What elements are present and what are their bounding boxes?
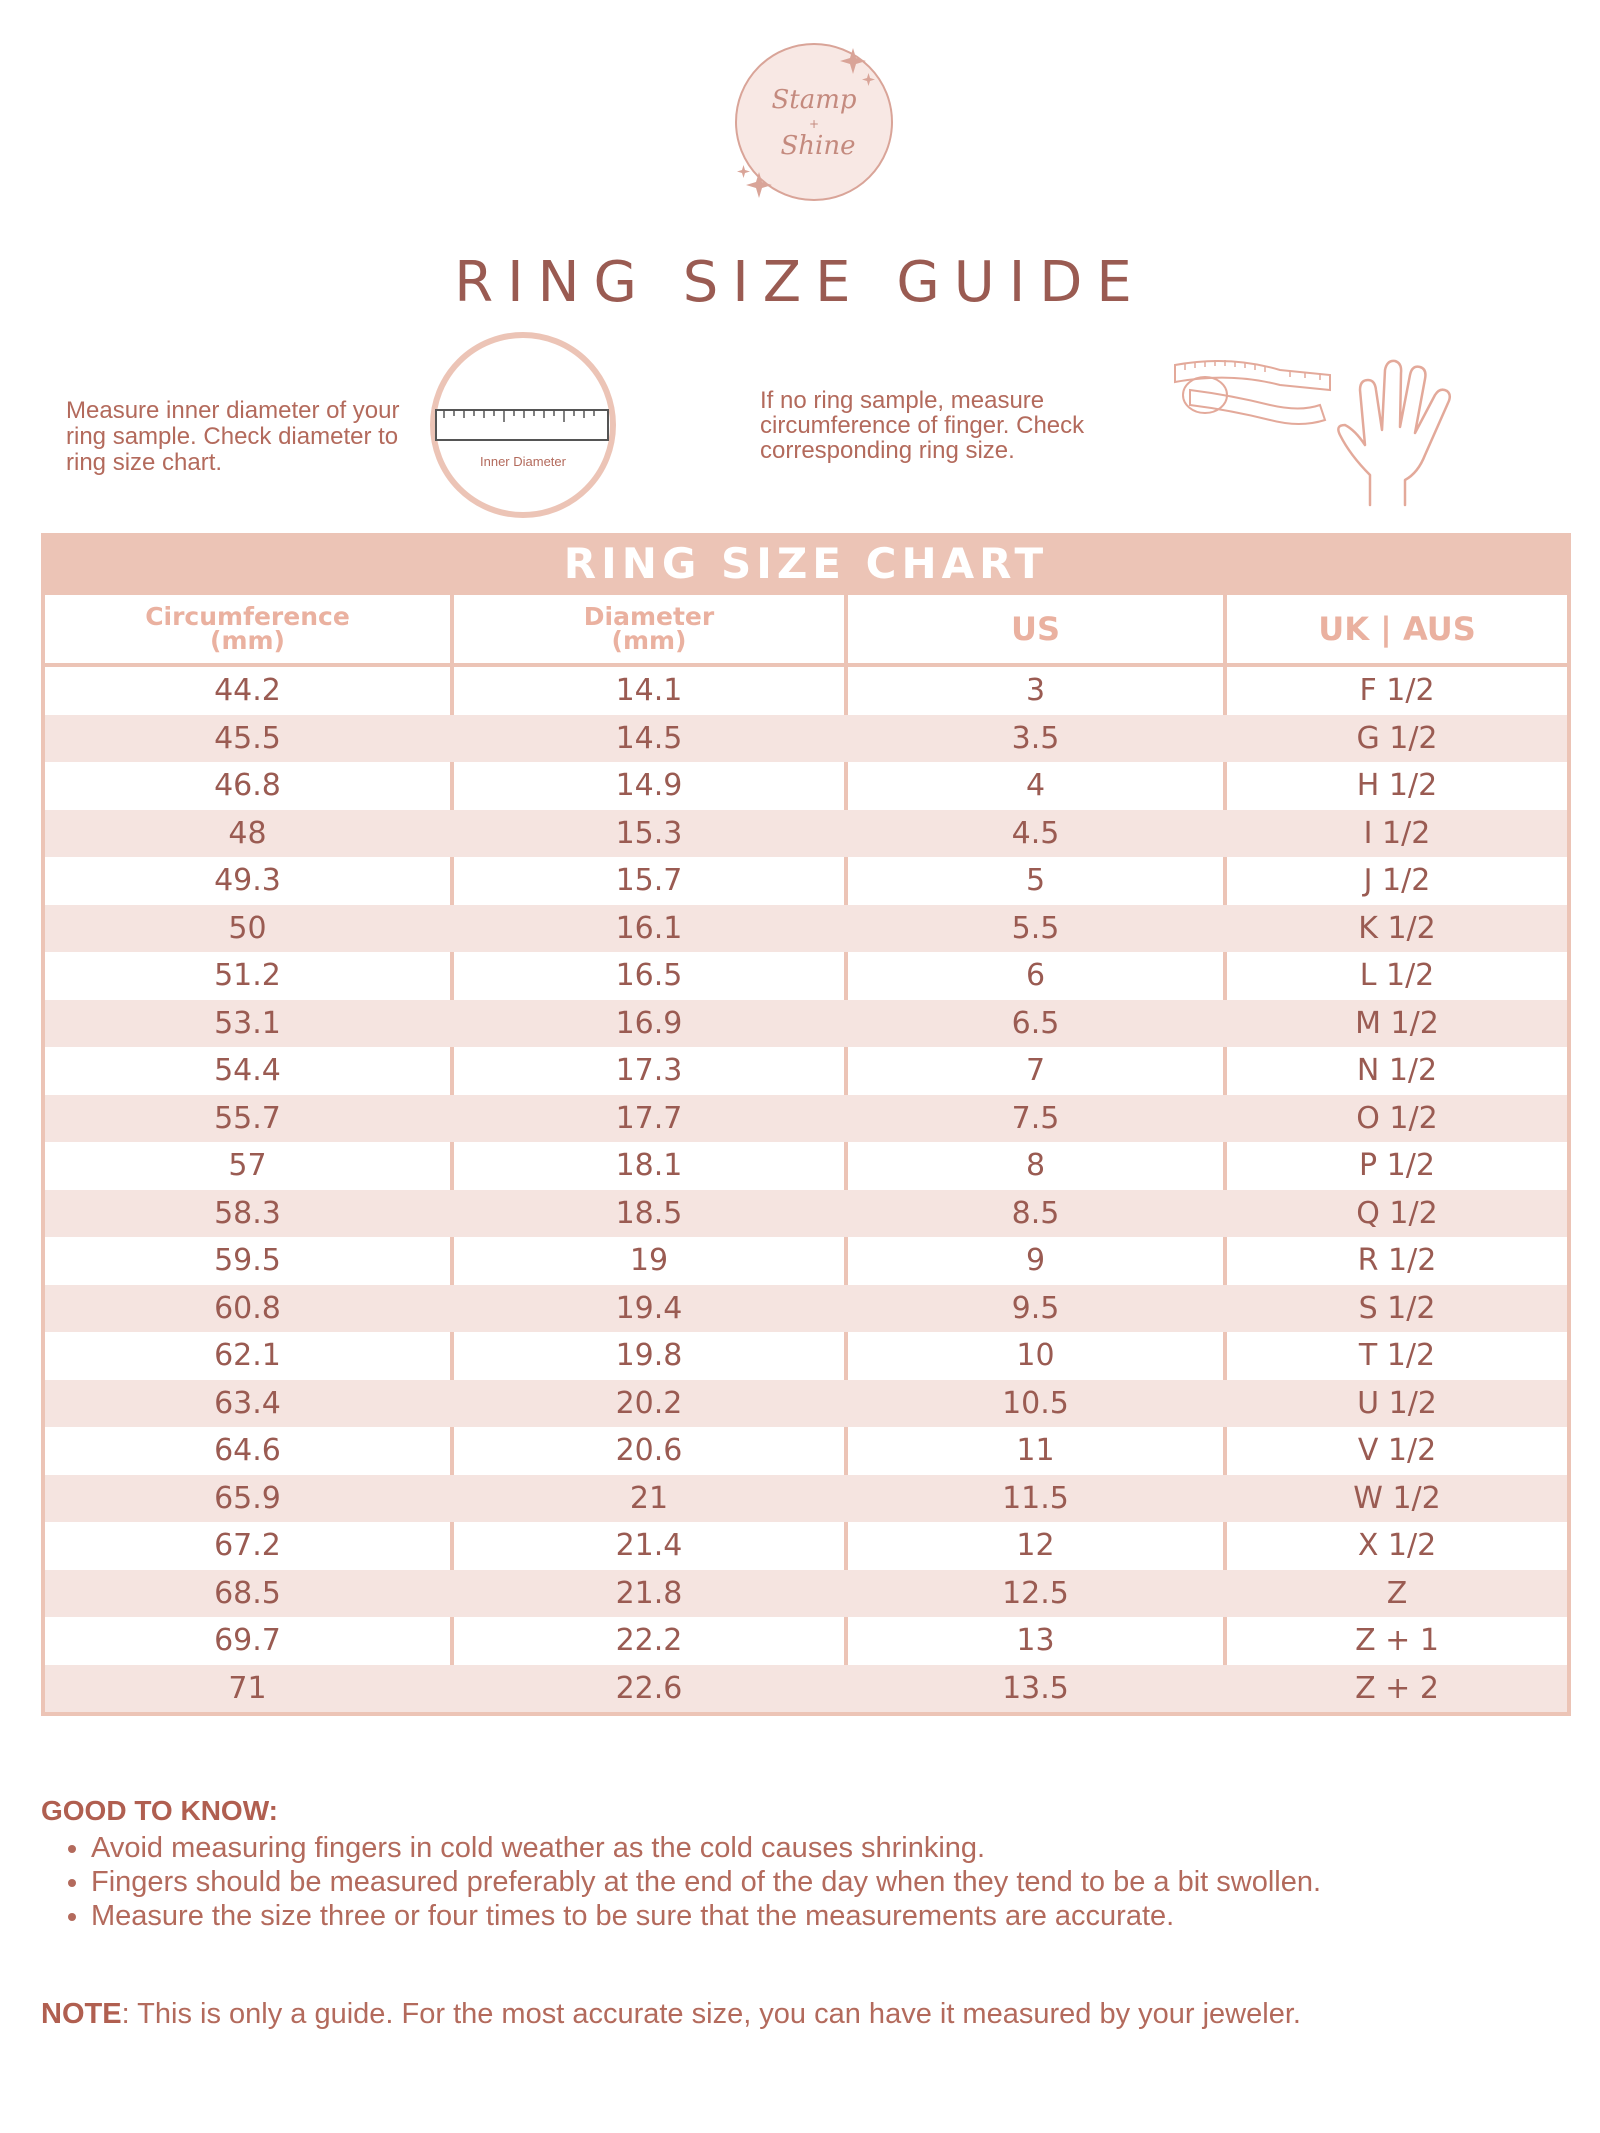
cell-diameter: 17.3 (615, 1053, 683, 1088)
cell-diameter: 15.3 (615, 815, 683, 851)
table-row (45, 1570, 1567, 1618)
cell-circumference: 44.2 (214, 673, 281, 708)
cell-us: 10.5 (1002, 1385, 1069, 1421)
cell-circumference: 67.2 (214, 1528, 281, 1563)
tip-item: Measure the size three or four times to be sure that the measurements are accurate. (60, 1899, 1321, 1933)
cell-circumference: 69.7 (214, 1623, 281, 1658)
cell-circumference: 54.4 (214, 1053, 281, 1088)
cell-us: 7.5 (1011, 1100, 1060, 1136)
cell-uk-aus: H 1/2 (1356, 768, 1438, 803)
header-us: US (1010, 610, 1061, 648)
cell-uk-aus: T 1/2 (1358, 1338, 1436, 1373)
cell-uk-aus: N 1/2 (1356, 1053, 1438, 1088)
cell-diameter: 15.7 (615, 863, 683, 898)
cell-us: 12.5 (1002, 1575, 1069, 1611)
cell-circumference: 65.9 (214, 1480, 281, 1516)
cell-uk-aus: L 1/2 (1359, 958, 1435, 993)
table-rows (45, 667, 1567, 1712)
chart-title: RING SIZE CHART (563, 539, 1049, 588)
cell-diameter: 22.2 (615, 1623, 683, 1658)
table-row (45, 1237, 1567, 1285)
cell-uk-aus: P 1/2 (1359, 1148, 1435, 1183)
cell-us: 3 (1025, 673, 1046, 708)
table-row (45, 1475, 1567, 1523)
table-row (45, 1617, 1567, 1665)
cell-uk-aus: J 1/2 (1363, 863, 1431, 898)
ring-size-chart (41, 533, 1571, 1716)
cell-circumference: 64.6 (214, 1433, 281, 1468)
cell-diameter: 16.5 (615, 958, 683, 993)
cell-diameter: 20.6 (615, 1433, 683, 1468)
cell-circumference: 68.5 (214, 1575, 281, 1611)
cell-us: 4.5 (1011, 815, 1060, 851)
table-row (45, 1427, 1567, 1475)
cell-circumference: 60.8 (214, 1290, 281, 1326)
cell-circumference: 50 (228, 910, 267, 946)
table-row (45, 1285, 1567, 1333)
cell-circumference: 57 (228, 1148, 267, 1183)
table-row (45, 1665, 1567, 1713)
cell-us: 5.5 (1011, 910, 1060, 946)
cell-us: 5 (1025, 863, 1046, 898)
logo-word-stamp: Stamp (771, 85, 857, 115)
cell-uk-aus: V 1/2 (1357, 1433, 1437, 1468)
cell-diameter: 18.1 (615, 1148, 683, 1183)
tips-list (60, 1831, 1321, 1933)
table-row (45, 857, 1567, 905)
cell-us: 11 (1016, 1433, 1055, 1468)
table-row (45, 1142, 1567, 1190)
cell-us: 7 (1025, 1053, 1046, 1088)
header-diameter: Diameter (mm) (583, 602, 715, 655)
cell-us: 10 (1016, 1338, 1055, 1373)
cell-diameter: 19 (629, 1243, 669, 1278)
ring-diagram (428, 330, 618, 520)
cell-uk-aus: Q 1/2 (1356, 1195, 1438, 1231)
logo-connector: + (808, 117, 820, 131)
cell-diameter: 16.9 (615, 1005, 683, 1041)
table-row (45, 667, 1567, 715)
cell-uk-aus: K 1/2 (1358, 910, 1436, 946)
cell-diameter: 14.1 (615, 673, 683, 708)
header-circumference: Circumference (mm) (145, 602, 350, 655)
cell-diameter: 14.9 (615, 768, 683, 803)
good-to-know-title: GOOD TO KNOW: (41, 1795, 278, 1826)
cell-circumference: 62.1 (214, 1338, 281, 1373)
cell-circumference: 71 (228, 1670, 267, 1706)
cell-circumference: 59.5 (214, 1243, 281, 1278)
cell-uk-aus: X 1/2 (1357, 1528, 1437, 1563)
cell-us: 8.5 (1011, 1195, 1060, 1231)
cell-diameter: 22.6 (615, 1670, 683, 1706)
cell-us: 8 (1025, 1148, 1046, 1183)
cell-uk-aus: Z + 2 (1355, 1670, 1439, 1706)
table-row (45, 1522, 1567, 1570)
cell-uk-aus: I 1/2 (1363, 815, 1431, 851)
cell-us: 13.5 (1002, 1670, 1069, 1706)
table-row (45, 810, 1567, 858)
cell-diameter: 18.5 (615, 1195, 683, 1231)
page-title: RING SIZE GUIDE (454, 250, 1146, 315)
stamp-shine-logo (722, 30, 906, 206)
table-row (45, 715, 1567, 763)
note-label: NOTE (41, 1998, 122, 2030)
hand-icon (1330, 355, 1480, 515)
logo-word-shine: Shine (780, 131, 856, 161)
cell-diameter: 21.8 (615, 1575, 683, 1611)
cell-us: 12 (1016, 1528, 1055, 1563)
note-text: : This is only a guide. For the most accurate size, you can have it measured by your jeweler. (121, 1998, 1301, 2030)
cell-diameter: 20.2 (615, 1385, 683, 1421)
cell-diameter: 21.4 (615, 1528, 683, 1563)
cell-circumference: 45.5 (214, 720, 281, 756)
cell-circumference: 58.3 (214, 1195, 281, 1231)
cell-diameter: 19.4 (615, 1290, 683, 1326)
cell-us: 6.5 (1011, 1005, 1060, 1041)
cell-circumference: 53.1 (214, 1005, 281, 1041)
cell-us: 4 (1025, 768, 1046, 803)
cell-circumference: 51.2 (214, 958, 281, 993)
cell-uk-aus: Z + 1 (1355, 1623, 1439, 1658)
table-row (45, 1332, 1567, 1380)
intro-right-text: If no ring sample, measure circumference of finger. Check corresponding ring size. (760, 387, 1085, 464)
table-row (45, 1000, 1567, 1048)
table-row (45, 1380, 1567, 1428)
cell-diameter: 21 (629, 1480, 669, 1516)
cell-diameter: 16.1 (615, 910, 683, 946)
cell-uk-aus: U 1/2 (1357, 1385, 1437, 1421)
cell-uk-aus: M 1/2 (1355, 1005, 1439, 1041)
cell-us: 13 (1016, 1623, 1055, 1658)
cell-circumference: 63.4 (214, 1385, 281, 1421)
cell-uk-aus: O 1/2 (1356, 1100, 1438, 1136)
cell-uk-aus: G 1/2 (1356, 720, 1438, 756)
cell-uk-aus: W 1/2 (1353, 1480, 1441, 1516)
measuring-tape-icon (1170, 350, 1340, 440)
table-row (45, 1047, 1567, 1095)
header-uk-aus: UK | AUS (1318, 610, 1476, 648)
table-row (45, 762, 1567, 810)
table-row (45, 1190, 1567, 1238)
cell-diameter: 14.5 (615, 720, 683, 756)
cell-uk-aus: F 1/2 (1359, 673, 1435, 708)
cell-circumference: 48 (228, 815, 267, 851)
table-header-row (45, 595, 1567, 667)
cell-circumference: 46.8 (214, 768, 281, 803)
cell-us: 9 (1025, 1243, 1046, 1278)
cell-us: 3.5 (1011, 720, 1060, 756)
table-row (45, 952, 1567, 1000)
cell-us: 9.5 (1011, 1290, 1060, 1326)
table-row (45, 1095, 1567, 1143)
table-row (45, 905, 1567, 953)
cell-us: 11.5 (1002, 1480, 1069, 1516)
tip-item: Avoid measuring fingers in cold weather as the cold causes shrinking. (60, 1831, 1321, 1865)
intro-left-text: Measure inner diameter of your ring sample. Check diameter to ring size chart. (66, 397, 400, 476)
cell-us: 6 (1025, 958, 1046, 993)
cell-circumference: 55.7 (214, 1100, 281, 1136)
cell-diameter: 19.8 (615, 1338, 683, 1373)
cell-circumference: 49.3 (214, 863, 281, 898)
note (41, 1998, 1301, 2031)
ring-diagram-label: Inner Diameter (480, 454, 566, 469)
cell-uk-aus: R 1/2 (1357, 1243, 1437, 1278)
cell-diameter: 17.7 (615, 1100, 683, 1136)
cell-uk-aus: S 1/2 (1358, 1290, 1436, 1326)
chart-table (45, 595, 1567, 1712)
cell-uk-aus: Z (1386, 1575, 1408, 1611)
tip-item: Fingers should be measured preferably at the end of the day when they tend to be a bit swollen. (60, 1865, 1321, 1899)
